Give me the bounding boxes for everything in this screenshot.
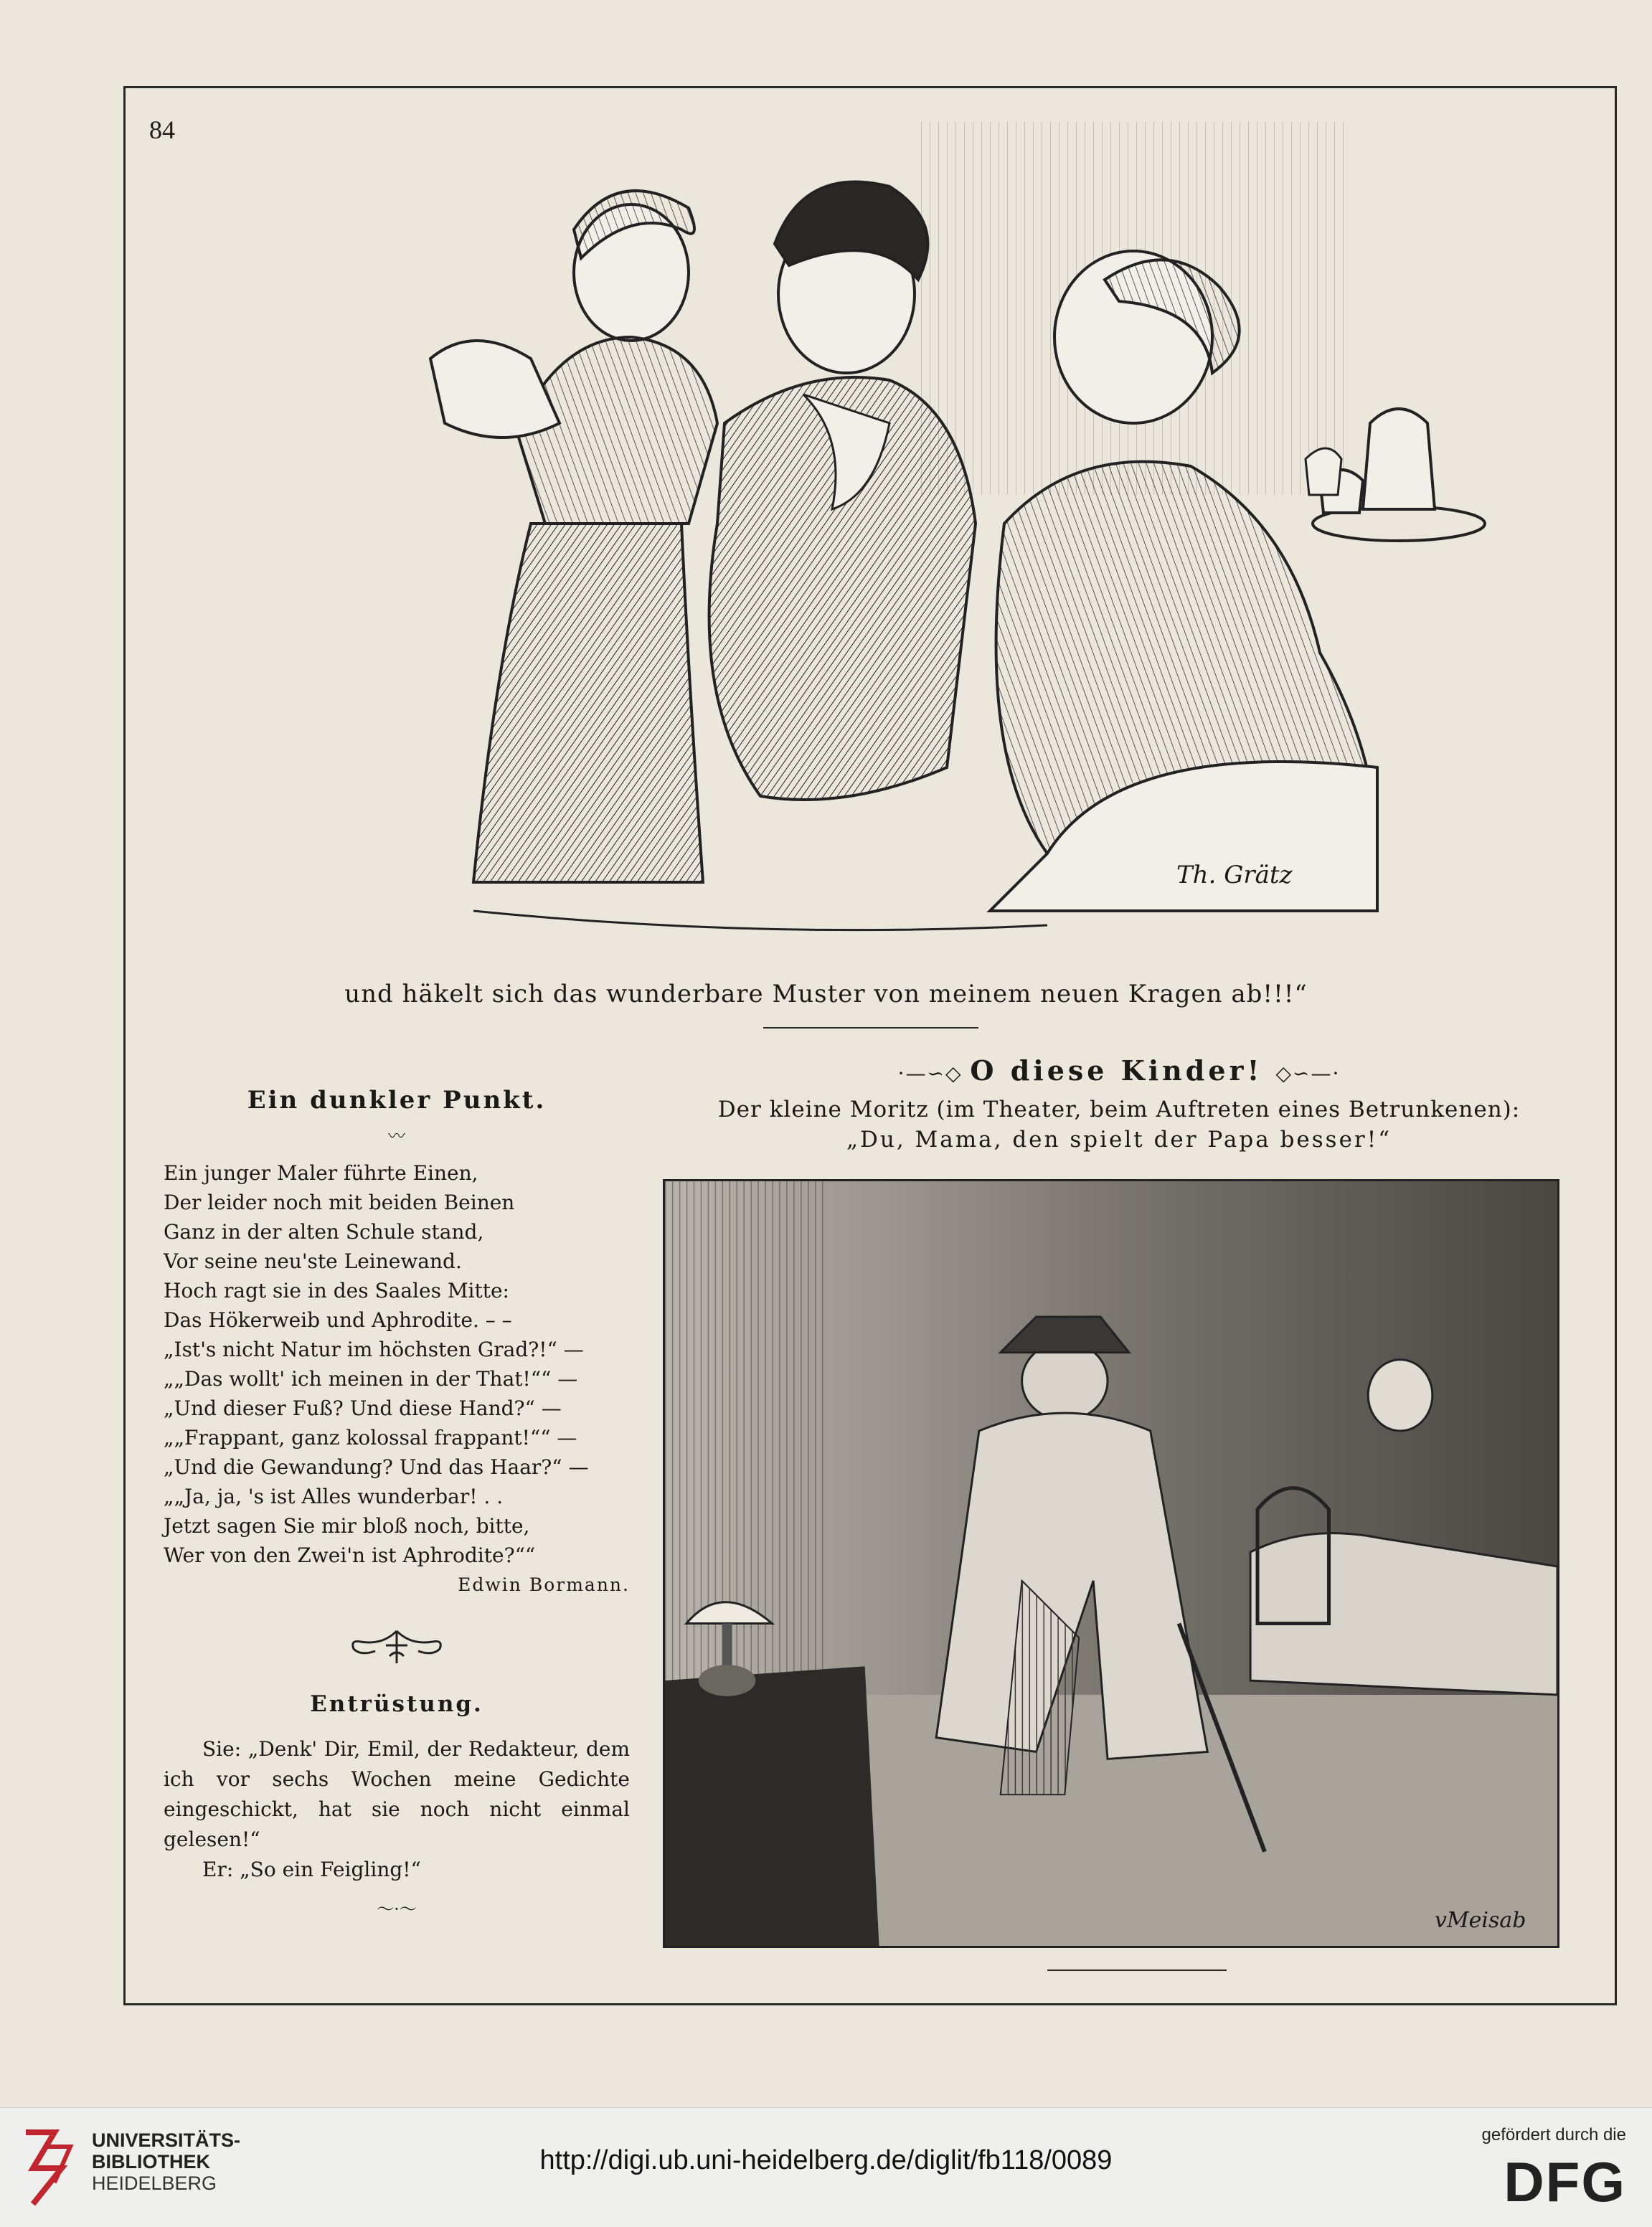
document-url[interactable]: http://digi.ub.uni-heidelberg.de/diglit/fb118/0089 <box>539 2145 1113 2175</box>
ornament-left-icon: ·—∽◇ <box>897 1062 971 1085</box>
poem-line: „„Das wollt' ich meinen in der That!““ — <box>164 1367 578 1391</box>
kinder-title: O diese Kinder! <box>970 1054 1263 1087</box>
caption-rule <box>763 1027 978 1029</box>
dialog-paragraph: Sie: „Denk' Dir, Emil, der Redakteur, dem ich vor sechs Wochen meine Gedichte eingeschickt, hat sie noch nicht einmal gelesen!“ <box>164 1737 630 1851</box>
bottom-illustration-signature: vMeisab <box>1435 1908 1526 1933</box>
sponsor-text: gefördert durch die <box>1481 2125 1626 2145</box>
poem-line: „„Frappant, ganz kolossal frappant!““ — <box>164 1426 577 1450</box>
ornament-flourish-icon <box>164 1624 630 1670</box>
ornament-right-icon: ◇∽—· <box>1275 1062 1341 1085</box>
page-number: 84 <box>149 115 175 144</box>
left-column <box>164 1076 630 1920</box>
entruestung-dialog <box>164 1734 630 1885</box>
bottom-illustration <box>663 1179 1559 1948</box>
sponsor-block <box>1482 2125 1626 2214</box>
poem-line: Das Hökerweib und Aphrodite. – – <box>164 1308 512 1332</box>
poem-line: Der leider noch mit beiden Beinen <box>164 1191 515 1214</box>
footer-bar <box>0 2107 1652 2227</box>
university-name-line2: BIBLIOTHEK <box>92 2151 210 2172</box>
poem-author: Edwin Bormann. <box>458 1574 630 1595</box>
top-caption: und häkelt sich das wunderbare Muster von meinem neuen Kragen ab!!!“ <box>344 980 1308 1008</box>
poem-line: Hoch ragt sie in des Saales Mitte: <box>164 1279 509 1302</box>
kinder-title-row <box>674 1054 1564 1087</box>
poem-title: Ein dunkler Punkt. <box>247 1086 547 1115</box>
poem-line: „„Ja, ja, 's ist Alles wunderbar! . . <box>164 1485 504 1508</box>
end-ornament-icon: ～·～ <box>377 1899 417 1919</box>
dialog-paragraph: Er: „So ein Feigling!“ <box>202 1858 421 1881</box>
poem-line: Wer von den Zwei'n ist Aphrodite?““ <box>164 1543 536 1567</box>
bottom-rule <box>1047 1970 1227 1971</box>
kinder-quote: „Du, Mama, den spielt der Papa besser!“ <box>846 1127 1392 1153</box>
poem-line: Jetzt sagen Sie mir bloß noch, bitte, <box>164 1514 530 1538</box>
poem-line: „Und dieser Fuß? Und diese Hand?“ — <box>164 1396 562 1420</box>
poem-line: Vor seine neu'ste Leinewand. <box>164 1249 462 1273</box>
poem-line: Ganz in der alten Schule stand, <box>164 1220 484 1244</box>
top-illustration-signature: Th. Grätz <box>1176 861 1293 889</box>
university-name-line1: UNIVERSITÄTS- <box>92 2129 241 2151</box>
dfg-logo: DFG <box>1504 2150 1626 2213</box>
entruestung-title: Entrüstung. <box>310 1691 483 1717</box>
small-ornament-icon: 〰 <box>388 1126 405 1146</box>
kinder-header <box>674 1054 1564 1153</box>
poem-line: Ein junger Maler führte Einen, <box>164 1161 478 1185</box>
poem-line: „Und die Gewandung? Und das Haar?“ — <box>164 1455 589 1479</box>
university-city: HEIDELBERG <box>92 2172 217 2194</box>
poem-body <box>164 1158 630 1570</box>
poem-line: „Ist's nicht Natur im höchsten Grad?!“ — <box>164 1338 584 1361</box>
top-illustration <box>258 122 1492 947</box>
kinder-subtitle: Der kleine Moritz (im Theater, beim Auftreten eines Betrunkenen): <box>717 1097 1521 1122</box>
